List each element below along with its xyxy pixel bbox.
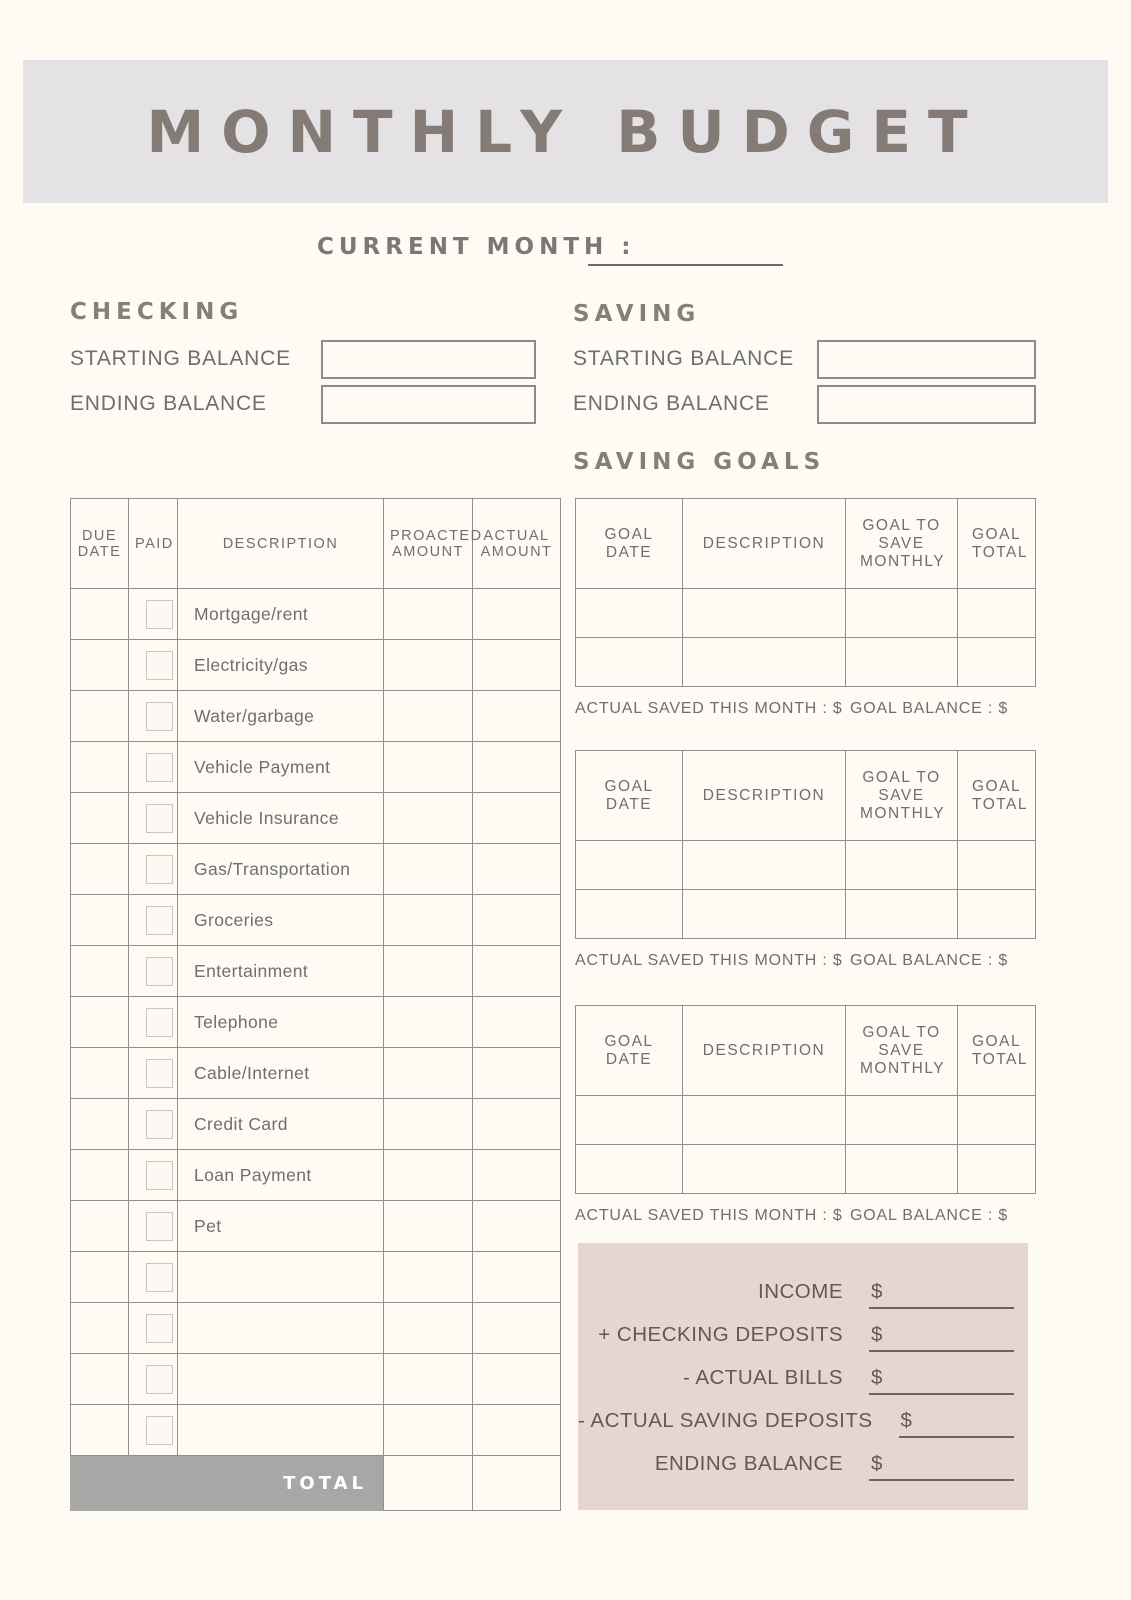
summary-row (578, 1406, 1014, 1438)
goal-to-save-monthly-cell[interactable] (846, 589, 958, 638)
paid-checkbox[interactable] (146, 1212, 173, 1241)
paid-checkbox[interactable] (146, 1365, 173, 1394)
expense-row (71, 895, 561, 946)
due-date-cell[interactable] (71, 1405, 129, 1456)
currency-symbol: $ (871, 1280, 883, 1303)
due-date-cell[interactable] (71, 1354, 129, 1405)
paid-cell (129, 1405, 178, 1456)
summary-label: ENDING BALANCE (654, 1452, 843, 1475)
expense-description: Credit Card (178, 1099, 384, 1150)
goal-column-header: DESCRIPTION (683, 751, 846, 841)
goal-row (576, 841, 1036, 890)
goal-row (576, 589, 1036, 638)
goal-total-cell[interactable] (958, 1096, 1036, 1145)
expense-row (71, 793, 561, 844)
expense-description[interactable] (178, 1354, 384, 1405)
expense-row (71, 742, 561, 793)
saving-ending-balance-label: ENDING BALANCE (573, 392, 770, 415)
expense-description: Loan Payment (178, 1150, 384, 1201)
actual-saved-label: ACTUAL SAVED THIS MONTH : $ (575, 700, 843, 717)
actual-amount-cell[interactable] (473, 844, 561, 895)
actual-amount-cell[interactable] (473, 1303, 561, 1354)
goal-row (576, 1096, 1036, 1145)
actual-amount-cell[interactable] (473, 997, 561, 1048)
actual-amount-cell[interactable] (473, 1150, 561, 1201)
due-date-cell[interactable] (71, 742, 129, 793)
paid-checkbox[interactable] (146, 651, 173, 680)
page-title: MONTHLY BUDGET (146, 97, 985, 166)
goal-table (575, 750, 1036, 939)
checking-ending-balance-input[interactable] (321, 385, 536, 424)
actual-amount-cell[interactable] (473, 1354, 561, 1405)
proacted-amount-cell[interactable] (384, 895, 473, 946)
expense-column-header: DUE DATE (71, 499, 129, 589)
paid-cell (129, 1252, 178, 1303)
checking-starting-balance-input[interactable] (321, 340, 536, 379)
goal-column-header: DESCRIPTION (683, 1006, 846, 1096)
goal-column-header: GOAL TO SAVE MONTHLY (846, 499, 958, 589)
expense-row (71, 640, 561, 691)
expense-description: Telephone (178, 997, 384, 1048)
summary-label: - ACTUAL BILLS (682, 1366, 843, 1389)
goal-caption (575, 1207, 1035, 1227)
paid-checkbox[interactable] (146, 906, 173, 935)
saving-goal-table-2 (575, 750, 1035, 972)
expense-description: Gas/Transportation (178, 844, 384, 895)
due-date-cell[interactable] (71, 1201, 129, 1252)
paid-checkbox[interactable] (146, 702, 173, 731)
current-month-input-line[interactable] (588, 238, 783, 266)
checking-ending-balance-label: ENDING BALANCE (70, 392, 267, 415)
actual-amount-cell[interactable] (473, 589, 561, 640)
goal-column-header: GOAL TO SAVE MONTHLY (846, 1006, 958, 1096)
expense-description: Entertainment (178, 946, 384, 997)
expense-total-label: TOTAL (71, 1456, 384, 1511)
summary-label: + CHECKING DEPOSITS (598, 1323, 843, 1346)
due-date-cell[interactable] (71, 895, 129, 946)
paid-checkbox[interactable] (146, 1008, 173, 1037)
actual-saved-label: ACTUAL SAVED THIS MONTH : $ (575, 1207, 843, 1224)
paid-cell (129, 640, 178, 691)
paid-cell (129, 742, 178, 793)
currency-symbol: $ (871, 1452, 883, 1475)
expense-row (71, 997, 561, 1048)
due-date-cell[interactable] (71, 1099, 129, 1150)
total-proacted-amount-cell[interactable] (384, 1456, 473, 1511)
paid-cell (129, 793, 178, 844)
goal-column-header: GOAL TOTAL (958, 751, 1036, 841)
paid-cell (129, 589, 178, 640)
expense-description: Pet (178, 1201, 384, 1252)
paid-cell (129, 1048, 178, 1099)
goal-balance-label: GOAL BALANCE : $ (850, 1207, 1009, 1224)
actual-amount-cell[interactable] (473, 895, 561, 946)
goal-row (576, 638, 1036, 687)
current-month-label: CURRENT MONTH : (317, 234, 636, 260)
actual-amount-cell[interactable] (473, 742, 561, 793)
due-date-cell[interactable] (71, 946, 129, 997)
currency-symbol: $ (871, 1366, 883, 1389)
goal-header-row (576, 1006, 1036, 1096)
goal-date-cell[interactable] (576, 841, 683, 890)
saving-heading: SAVING (573, 301, 701, 327)
goal-to-save-monthly-cell[interactable] (846, 890, 958, 939)
saving-starting-balance-label: STARTING BALANCE (573, 347, 794, 370)
goal-description-cell[interactable] (683, 589, 846, 638)
proacted-amount-cell[interactable] (384, 691, 473, 742)
proacted-amount-cell[interactable] (384, 793, 473, 844)
goal-date-cell[interactable] (576, 890, 683, 939)
saving-ending-balance-input[interactable] (817, 385, 1036, 424)
expense-header-row (71, 499, 561, 589)
paid-cell (129, 895, 178, 946)
goal-column-header: GOAL TO SAVE MONTHLY (846, 751, 958, 841)
expense-row (71, 1099, 561, 1150)
goal-to-save-monthly-cell[interactable] (846, 1145, 958, 1194)
paid-checkbox[interactable] (146, 1110, 173, 1139)
expense-column-header: ACTUAL AMOUNT (473, 499, 561, 589)
proacted-amount-cell[interactable] (384, 589, 473, 640)
goal-to-save-monthly-cell[interactable] (846, 1096, 958, 1145)
paid-cell (129, 997, 178, 1048)
expense-row (71, 1405, 561, 1456)
expense-row (71, 1201, 561, 1252)
paid-checkbox[interactable] (146, 1314, 173, 1343)
goal-description-cell[interactable] (683, 890, 846, 939)
goal-total-cell[interactable] (958, 841, 1036, 890)
expense-description: Cable/Internet (178, 1048, 384, 1099)
checking-starting-balance-label: STARTING BALANCE (70, 347, 291, 370)
proacted-amount-cell[interactable] (384, 640, 473, 691)
expense-row (71, 844, 561, 895)
due-date-cell[interactable] (71, 1252, 129, 1303)
actual-amount-cell[interactable] (473, 640, 561, 691)
paid-cell (129, 844, 178, 895)
proacted-amount-cell[interactable] (384, 1048, 473, 1099)
goal-total-cell[interactable] (958, 638, 1036, 687)
summary-row (578, 1449, 1014, 1481)
expense-description: Water/garbage (178, 691, 384, 742)
saving-goal-table-3 (575, 1005, 1035, 1227)
summary-value-line[interactable] (869, 1277, 1014, 1309)
expense-row (71, 1354, 561, 1405)
total-actual-amount-cell[interactable] (473, 1456, 561, 1511)
actual-amount-cell[interactable] (473, 1252, 561, 1303)
expense-description: Vehicle Payment (178, 742, 384, 793)
goal-table (575, 498, 1036, 687)
goal-total-cell[interactable] (958, 890, 1036, 939)
checking-heading: CHECKING (70, 299, 244, 325)
goal-to-save-monthly-cell[interactable] (846, 841, 958, 890)
proacted-amount-cell[interactable] (384, 1405, 473, 1456)
expense-row (71, 691, 561, 742)
paid-checkbox[interactable] (146, 804, 173, 833)
due-date-cell[interactable] (71, 589, 129, 640)
actual-amount-cell[interactable] (473, 1099, 561, 1150)
summary-value-line[interactable] (869, 1320, 1014, 1352)
goal-to-save-monthly-cell[interactable] (846, 638, 958, 687)
expense-row (71, 1303, 561, 1354)
expense-description[interactable] (178, 1405, 384, 1456)
goal-date-cell[interactable] (576, 638, 683, 687)
proacted-amount-cell[interactable] (384, 742, 473, 793)
saving-goals-heading: SAVING GOALS (573, 449, 826, 475)
expense-column-header: PAID (129, 499, 178, 589)
title-banner (23, 60, 1108, 203)
goal-column-header: GOAL DATE (576, 751, 683, 841)
actual-saved-label: ACTUAL SAVED THIS MONTH : $ (575, 952, 843, 969)
goal-balance-label: GOAL BALANCE : $ (850, 952, 1009, 969)
actual-amount-cell[interactable] (473, 1201, 561, 1252)
summary-value-line[interactable] (899, 1406, 1014, 1438)
goal-description-cell[interactable] (683, 1096, 846, 1145)
goal-column-header: DESCRIPTION (683, 499, 846, 589)
proacted-amount-cell[interactable] (384, 997, 473, 1048)
goal-caption (575, 952, 1035, 972)
goal-date-cell[interactable] (576, 589, 683, 638)
paid-checkbox[interactable] (146, 1416, 173, 1445)
goal-caption (575, 700, 1035, 720)
expense-row (71, 1252, 561, 1303)
expense-description: Mortgage/rent (178, 589, 384, 640)
paid-checkbox[interactable] (146, 1059, 173, 1088)
paid-checkbox[interactable] (146, 600, 173, 629)
expense-row (71, 589, 561, 640)
expense-table-header (71, 499, 561, 589)
goal-row (576, 1145, 1036, 1194)
paid-checkbox[interactable] (146, 855, 173, 884)
goal-balance-label: GOAL BALANCE : $ (850, 700, 1009, 717)
proacted-amount-cell[interactable] (384, 946, 473, 997)
goal-column-header: GOAL TOTAL (958, 499, 1036, 589)
proacted-amount-cell[interactable] (384, 1099, 473, 1150)
expense-description: Vehicle Insurance (178, 793, 384, 844)
proacted-amount-cell[interactable] (384, 1201, 473, 1252)
saving-goal-table-1 (575, 498, 1035, 720)
summary-label: INCOME (758, 1280, 843, 1303)
goal-column-header: GOAL DATE (576, 499, 683, 589)
paid-cell (129, 1303, 178, 1354)
paid-cell (129, 1150, 178, 1201)
expense-description[interactable] (178, 1303, 384, 1354)
paid-cell (129, 1201, 178, 1252)
paid-checkbox[interactable] (146, 1263, 173, 1292)
actual-amount-cell[interactable] (473, 946, 561, 997)
expense-row (71, 1048, 561, 1099)
goal-description-cell[interactable] (683, 841, 846, 890)
actual-amount-cell[interactable] (473, 1048, 561, 1099)
actual-amount-cell[interactable] (473, 1405, 561, 1456)
paid-cell (129, 1099, 178, 1150)
due-date-cell[interactable] (71, 1303, 129, 1354)
goal-description-cell[interactable] (683, 1145, 846, 1194)
paid-cell (129, 691, 178, 742)
proacted-amount-cell[interactable] (384, 1354, 473, 1405)
summary-row (578, 1277, 1014, 1309)
summary-label: - ACTUAL SAVING DEPOSITS (578, 1409, 873, 1432)
summary-value-line[interactable] (869, 1363, 1014, 1395)
expense-column-header: PROACTED AMOUNT (384, 499, 473, 589)
goal-row (576, 890, 1036, 939)
goal-column-header: GOAL DATE (576, 1006, 683, 1096)
expense-total-row (71, 1456, 561, 1511)
due-date-cell[interactable] (71, 691, 129, 742)
due-date-cell[interactable] (71, 793, 129, 844)
due-date-cell[interactable] (71, 1048, 129, 1099)
goal-total-cell[interactable] (958, 589, 1036, 638)
actual-amount-cell[interactable] (473, 793, 561, 844)
expense-table (70, 498, 561, 1511)
summary-value-line[interactable] (869, 1449, 1014, 1481)
paid-checkbox[interactable] (146, 753, 173, 782)
goal-date-cell[interactable] (576, 1145, 683, 1194)
expense-description[interactable] (178, 1252, 384, 1303)
proacted-amount-cell[interactable] (384, 1252, 473, 1303)
goal-header-row (576, 499, 1036, 589)
proacted-amount-cell[interactable] (384, 1150, 473, 1201)
goal-date-cell[interactable] (576, 1096, 683, 1145)
goal-total-cell[interactable] (958, 1145, 1036, 1194)
expense-row (71, 946, 561, 997)
due-date-cell[interactable] (71, 997, 129, 1048)
paid-checkbox[interactable] (146, 957, 173, 986)
proacted-amount-cell[interactable] (384, 844, 473, 895)
saving-starting-balance-input[interactable] (817, 340, 1036, 379)
paid-cell (129, 1354, 178, 1405)
currency-symbol: $ (900, 1409, 912, 1432)
due-date-cell[interactable] (71, 1150, 129, 1201)
paid-cell (129, 946, 178, 997)
goal-description-cell[interactable] (683, 638, 846, 687)
expense-column-header: DESCRIPTION (178, 499, 384, 589)
proacted-amount-cell[interactable] (384, 1303, 473, 1354)
expense-row (71, 1150, 561, 1201)
summary-row (578, 1320, 1014, 1352)
goal-column-header: GOAL TOTAL (958, 1006, 1036, 1096)
summary-row (578, 1363, 1014, 1395)
monthly-summary-box (578, 1243, 1028, 1510)
paid-checkbox[interactable] (146, 1161, 173, 1190)
due-date-cell[interactable] (71, 640, 129, 691)
goal-table (575, 1005, 1036, 1194)
expense-description: Groceries (178, 895, 384, 946)
goal-header-row (576, 751, 1036, 841)
expense-description: Electricity/gas (178, 640, 384, 691)
actual-amount-cell[interactable] (473, 691, 561, 742)
due-date-cell[interactable] (71, 844, 129, 895)
currency-symbol: $ (871, 1323, 883, 1346)
